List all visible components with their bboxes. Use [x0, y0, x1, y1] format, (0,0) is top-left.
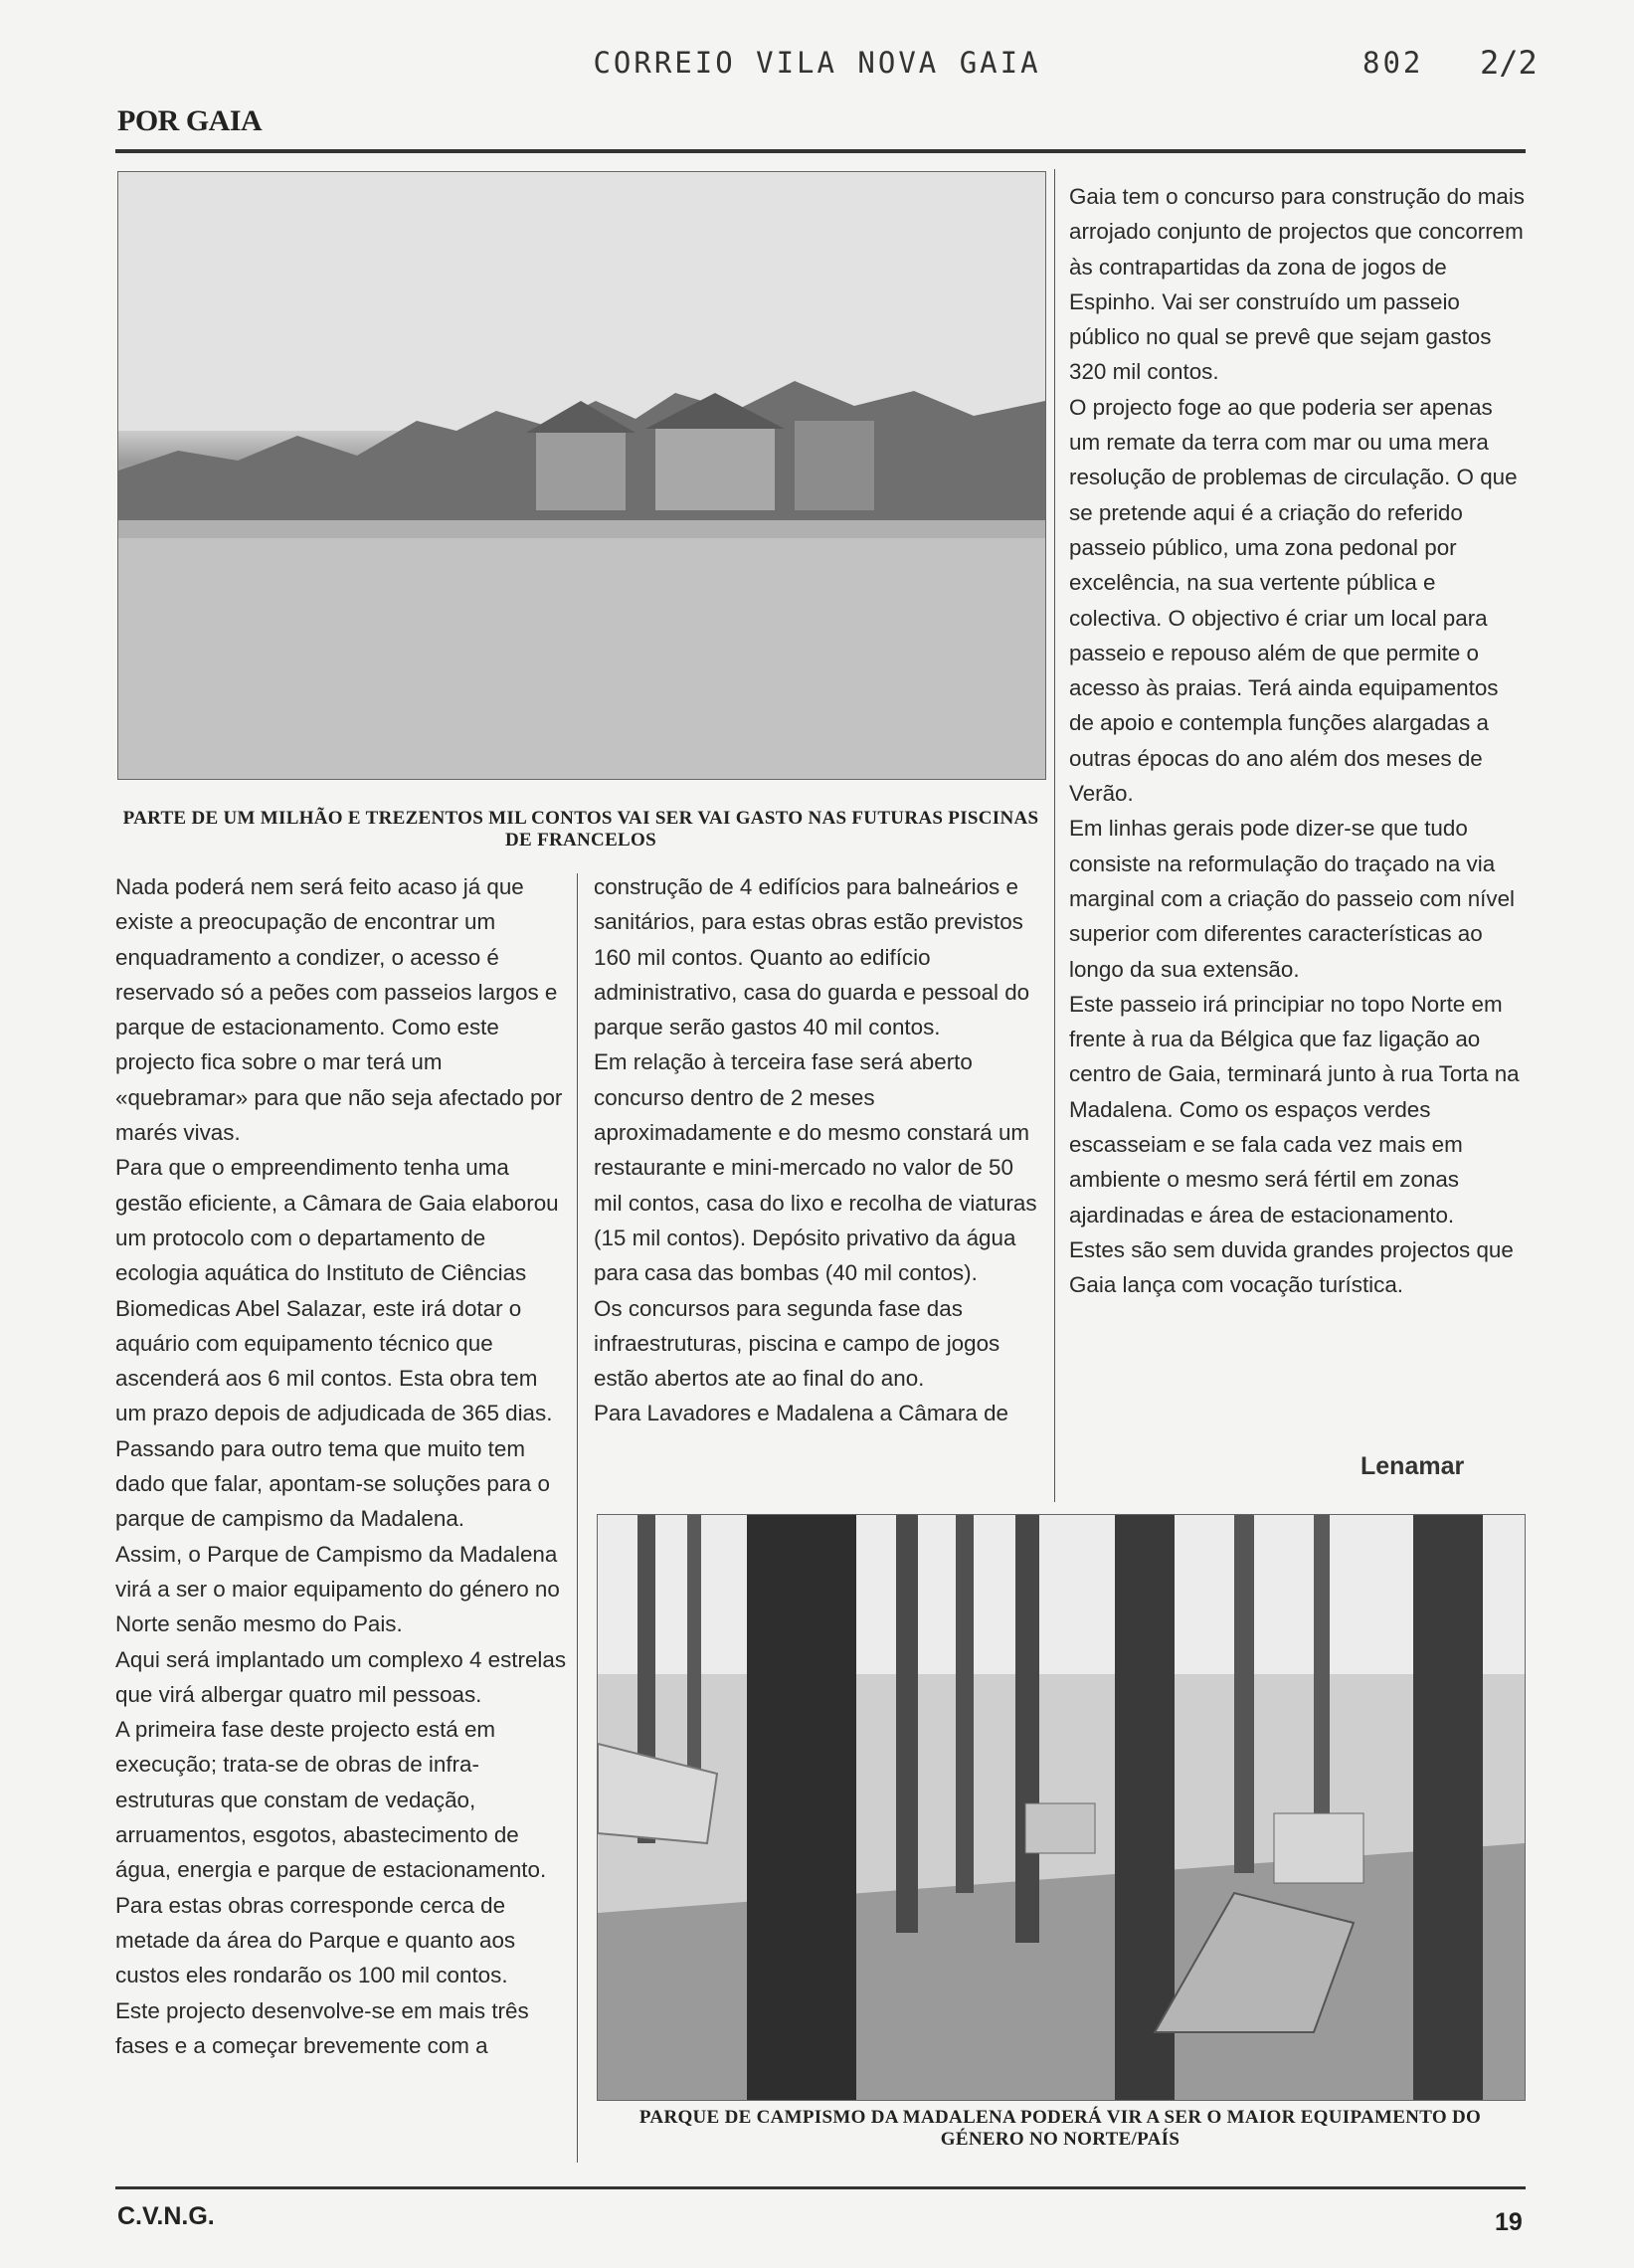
paragraph: Este passeio irá principiar no topo Norte em frente à rua da Bélgica que faz ligação ao centro de Gaia, terminará junto à rua Torta na Madalena. Como os espaços verdes escasseiam e se fala cada vez mais em ambiente o mesmo será fértil em zonas ajardinadas e área de estacionamento. [1069, 991, 1520, 1228]
author-signature: Lenamar [1361, 1452, 1465, 1480]
paragraph: Para que o empreendimento tenha uma gestão eficiente, a Câmara de Gaia elaborou um protocolo com o departamento de ecologia aquática do Instituto de Ciências Biomedicas Abel Salazar, este irá dotar o aquário com equipamento técnico que ascenderá aos 6 mil contos. Esta obra tem um prazo depois de adjudicada de 365 dias. [115, 1155, 559, 1426]
photo-francelos-beach-drawing [118, 172, 1045, 779]
photo-madalena-campsite-drawing [598, 1515, 1525, 2100]
paragraph: O projecto foge ao que poderia ser apenas um remate da terra com mar ou uma mera resolução de problemas de circulação. O que se pretende aqui é a criação do referido passeio público, uma zona pedonal por excelência, na sua vertente pública e colectiva. O objectivo é criar um local para passeio e repouso além de que permite o acesso às praias. Terá ainda equipamentos de apoio e contempla funções alargadas a outras épocas do ano além dos meses de Verão. [1069, 394, 1518, 807]
fax-header-number: 802 [1362, 46, 1424, 80]
paragraph: Estes são sem duvida grandes projectos que Gaia lança com vocação turística. [1069, 1236, 1514, 1298]
paragraph: construção de 4 edifícios para balneários e sanitários, para estas obras estão previstos 160 mil contos. Quanto ao edifício administrativo, casa do guarda e pessoal do parque serão gastos 40 mil contos. [594, 874, 1030, 1040]
paragraph: A primeira fase deste projecto está em execução; trata-se de obras de infra-estruturas que constam de vedação, arruamentos, esgotos, abastecimento de água, energia e parque de estacionamento. Para estas obras corresponde cerca de metade da área do Parque e quanto aos custos eles rondarão os 100 mil contos. [115, 1717, 547, 1988]
paragraph: Aqui será implantado um complexo 4 estrelas que virá albergar quatro mil pessoas. [115, 1646, 567, 1707]
fax-header-title: CORREIO VILA NOVA GAIA [593, 46, 1041, 80]
paragraph: Nada poderá nem será feito acaso já que existe a preocupação de encontrar um enquadramento a condizer, o acesso é reservado só a peões com passeios largos e parque de estacionamento. Como este projecto fica sobre o mar terá um «quebramar» para que não seja afectado por marés vivas. [115, 874, 563, 1146]
article-column-1 [115, 869, 569, 2063]
paragraph: Em relação à terceira fase será aberto concurso dentro de 2 meses aproximadamente e do mesmo constará um restaurante e mini-mercado no valor de 50 mil contos, casa do lixo e recolha de viaturas (15 mil contos). Depósito privativo da água para casa das bombas (40 mil contos). [594, 1049, 1037, 1286]
paragraph: Os concursos para segunda fase das infraestruturas, piscina e campo de jogos estão abertos ate ao final do ano. [594, 1295, 1000, 1392]
article-column-2 [594, 869, 1043, 1431]
photo-madalena-campsite [597, 1514, 1526, 2101]
header-rule [115, 149, 1526, 153]
footer-rule [115, 2186, 1526, 2189]
section-title: POR GAIA [117, 104, 263, 137]
paragraph: Para Lavadores e Madalena a Câmara de [594, 1401, 1008, 1426]
footer-page-number: 19 [1495, 2208, 1523, 2236]
paragraph: Passando para outro tema que muito tem dado que falar, apontam-se soluções para o parque de campismo da Madalena. [115, 1435, 550, 1532]
paragraph: Este projecto desenvolve-se em mais três fases e a começar brevemente com a [115, 1997, 529, 2058]
photo-madalena-caption: PARQUE DE CAMPISMO DA MADALENA PODERÁ VIR A SER O MAIOR EQUIPAMENTO DO GÉNERO NO NORTE/PAÍS [638, 2107, 1482, 2150]
column-divider-right [1054, 169, 1055, 1502]
paragraph: Gaia tem o concurso para construção do mais arrojado conjunto de projectos que concorrem às contrapartidas da zona de jogos de Espinho. Vai ser construído um passeio público no qual se prevê que sejam gastos 320 mil contos. [1069, 184, 1525, 385]
footer-publication: C.V.N.G. [117, 2202, 215, 2230]
article-column-3 [1069, 179, 1527, 1303]
fax-header-page: 2/2 [1480, 44, 1538, 82]
column-divider-left [577, 873, 578, 2163]
photo-francelos-caption: PARTE DE UM MILHÃO E TREZENTOS MIL CONTOS VAI SER VAI GASTO NAS FUTURAS PISCINAS DE FRANCELOS [122, 808, 1039, 850]
paragraph: Assim, o Parque de Campismo da Madalena virá a ser o maior equipamento do género no Norte senão mesmo do Pais. [115, 1541, 560, 1637]
paragraph: Em linhas gerais pode dizer-se que tudo consiste na reformulação do traçado na via marginal com a criação do passeio com nível superior com diferentes características ao longo da sua extensão. [1069, 816, 1516, 982]
photo-francelos-beach [117, 171, 1046, 780]
